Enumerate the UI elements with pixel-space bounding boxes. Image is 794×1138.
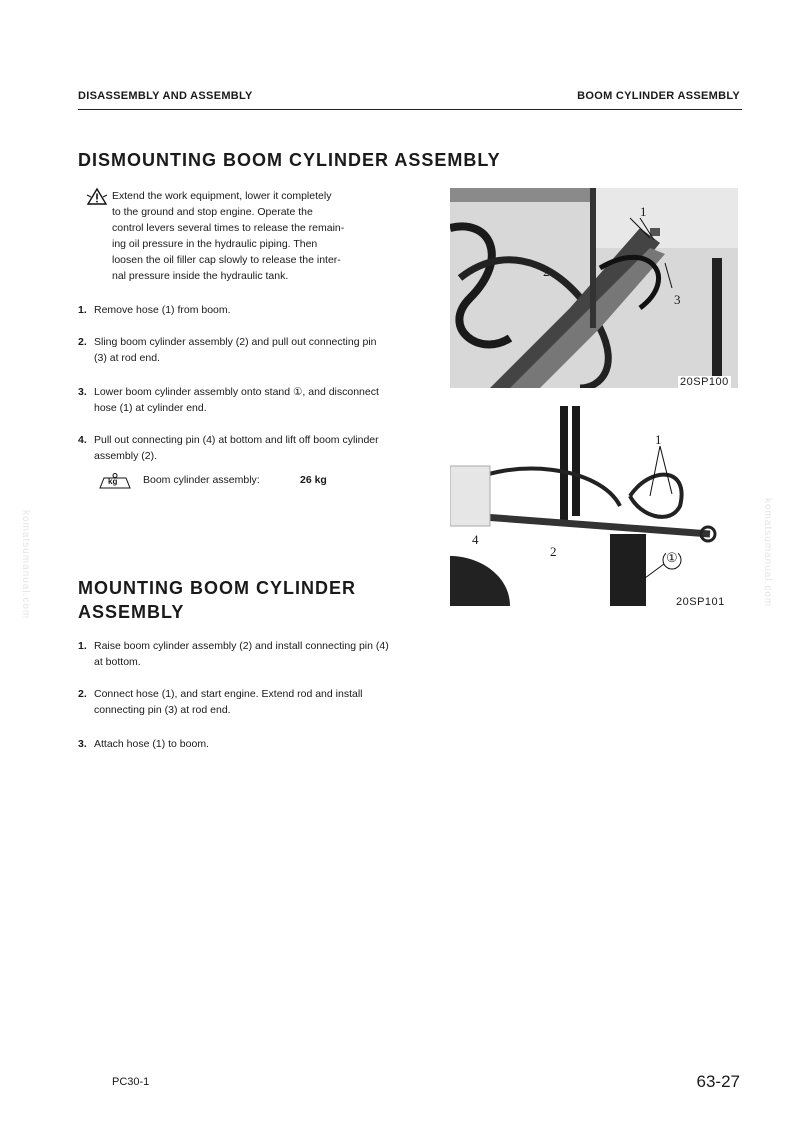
callout-3: 3 (674, 292, 681, 307)
mount-step (78, 736, 390, 752)
step-text: Attach hose (1) to boom. (94, 738, 209, 750)
watermark-left: komatsumanual.com (20, 510, 31, 620)
warning-line: to the ground and stop engine. Operate the (112, 206, 313, 218)
dismount-step (78, 432, 390, 464)
step-text: Sling boom cylinder assembly (2) and pull out connecting pin (3) at rod end. (94, 336, 377, 364)
weight-label: Boom cylinder assembly: (143, 474, 260, 486)
warning-line: ing oil pressure in the hydraulic piping. Then (112, 238, 318, 250)
warning-line: control levers several times to release the remain- (112, 222, 345, 234)
warning-text (112, 188, 392, 284)
watermark-right: komatsumanual.com (762, 498, 773, 608)
footer-page-number: 63-27 (696, 1072, 740, 1091)
weight-value: 26 kg (300, 474, 327, 486)
step-number: 4. (78, 434, 87, 446)
step-number: 2. (78, 688, 87, 700)
footer-model: PC30-1 (112, 1076, 150, 1088)
step-text: Connect hose (1), and start engine. Extend rod and install connecting pin (3) at rod end. (94, 688, 363, 716)
warning-line: loosen the oil filler cap slowly to release the inter- (112, 254, 341, 266)
figure-1-caption: 20SP100 (680, 376, 729, 388)
mounting-title-line: MOUNTING BOOM CYLINDER (78, 578, 356, 598)
step-text: Remove hose (1) from boom. (94, 304, 231, 316)
callout-2: 2 (550, 544, 557, 559)
callout-1: 1 (640, 204, 647, 219)
dismounting-title: DISMOUNTING BOOM CYLINDER ASSEMBLY (78, 150, 501, 170)
figure-boom-cylinder-hoses-photo (450, 188, 738, 388)
mount-step (78, 638, 390, 670)
step-text: Pull out connecting pin (4) at bottom and lift off boom cylinder assembly (2). (94, 434, 379, 462)
warning-icon (86, 186, 108, 208)
weight-icon (96, 472, 134, 490)
figure-cylinder-on-stand-photo (450, 406, 738, 606)
header-topic-title: BOOM CYLINDER ASSEMBLY (577, 90, 740, 102)
callout-1: 1 (655, 432, 662, 447)
dismount-step (78, 384, 390, 416)
step-text: Raise boom cylinder assembly (2) and install connecting pin (4) at bottom. (94, 640, 389, 668)
step-number: 3. (78, 386, 87, 398)
step-number: 1. (78, 640, 87, 652)
step-number: 1. (78, 304, 87, 316)
mounting-title-line: ASSEMBLY (78, 602, 185, 622)
callout-4: 4 (472, 532, 479, 547)
figure-2-caption: 20SP101 (676, 596, 725, 606)
warning-line: nal pressure inside the hydraulic tank. (112, 270, 289, 282)
mounting-title (78, 576, 356, 624)
dismount-step (78, 302, 390, 318)
mount-step (78, 686, 390, 718)
step-number: 2. (78, 336, 87, 348)
header-rule (78, 109, 742, 110)
weight-unit: kg (108, 477, 118, 486)
header-section-title: DISASSEMBLY AND ASSEMBLY (78, 90, 253, 102)
callout-stand-1: ① (666, 550, 678, 565)
dismount-step (78, 334, 390, 366)
step-number: 3. (78, 738, 87, 750)
warning-line: Extend the work equipment, lower it completely (112, 190, 332, 202)
callout-2: 2 (543, 264, 550, 279)
step-text: Lower boom cylinder assembly onto stand ①, and disconnect hose (1) at cylinder end. (94, 386, 379, 414)
